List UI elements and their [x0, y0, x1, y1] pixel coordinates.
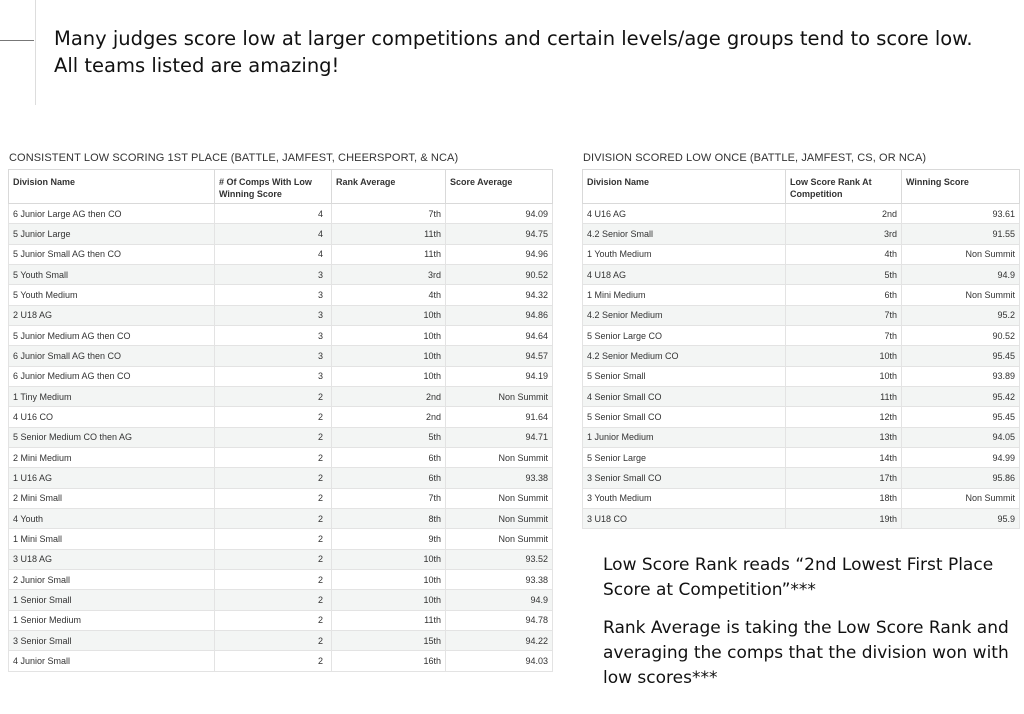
cell-rank-average: 15th: [332, 630, 446, 650]
cell-comps-count: 3: [215, 264, 332, 284]
cell-low-score-rank: 12th: [786, 407, 902, 427]
cell-low-score-rank: 13th: [786, 427, 902, 447]
cell-winning-score: 94.99: [902, 447, 1020, 467]
cell-division-name: 4 Senior Small CO: [583, 386, 786, 406]
cell-score-average: 94.32: [446, 285, 553, 305]
cell-comps-count: 4: [215, 204, 332, 224]
cell-division-name: 1 Senior Medium: [9, 610, 215, 630]
cell-division-name: 2 Mini Small: [9, 488, 215, 508]
table-row: [583, 346, 1020, 366]
cell-comps-count: 3: [215, 325, 332, 345]
cell-division-name: 5 Youth Small: [9, 264, 215, 284]
table-row: [9, 651, 553, 671]
table-row: [583, 264, 1020, 284]
cell-low-score-rank: 5th: [786, 264, 902, 284]
cell-division-name: 6 Junior Medium AG then CO: [9, 366, 215, 386]
cell-rank-average: 10th: [332, 325, 446, 345]
cell-division-name: 2 Mini Medium: [9, 447, 215, 467]
cell-winning-score: 93.61: [902, 204, 1020, 224]
cell-rank-average: 10th: [332, 346, 446, 366]
table-row: [9, 590, 553, 610]
table-row: [9, 569, 553, 589]
table-row: [583, 386, 1020, 406]
cell-score-average: 94.09: [446, 204, 553, 224]
table-row: [9, 244, 553, 264]
cell-winning-score: 95.86: [902, 468, 1020, 488]
cell-low-score-rank: 3rd: [786, 224, 902, 244]
cell-score-average: 94.71: [446, 427, 553, 447]
column-header-score-average: Score Average: [446, 170, 553, 204]
column-header-rank-average: Rank Average: [332, 170, 446, 204]
cell-comps-count: 2: [215, 630, 332, 650]
column-header-winning-score: Winning Score: [902, 170, 1020, 204]
cell-division-name: 5 Junior Small AG then CO: [9, 244, 215, 264]
cell-division-name: 5 Junior Medium AG then CO: [9, 325, 215, 345]
table-row: [583, 407, 1020, 427]
cell-winning-score: 95.2: [902, 305, 1020, 325]
cell-division-name: 1 Junior Medium: [583, 427, 786, 447]
cell-score-average: 93.52: [446, 549, 553, 569]
table-row: [583, 285, 1020, 305]
cell-comps-count: 2: [215, 447, 332, 467]
cell-comps-count: 3: [215, 285, 332, 305]
cell-division-name: 1 Mini Medium: [583, 285, 786, 305]
cell-comps-count: 4: [215, 224, 332, 244]
cell-rank-average: 6th: [332, 468, 446, 488]
cell-score-average: 94.03: [446, 651, 553, 671]
table-row: [9, 488, 553, 508]
table-row: [9, 386, 553, 406]
column-header-low-score-rank: Low Score Rank At Competition: [786, 170, 902, 204]
cell-division-name: 5 Junior Large: [9, 224, 215, 244]
table-row: [9, 224, 553, 244]
cell-winning-score: Non Summit: [902, 244, 1020, 264]
table-row: [9, 508, 553, 528]
table-row: [583, 204, 1020, 224]
cell-score-average: 94.96: [446, 244, 553, 264]
table-row: [583, 508, 1020, 528]
cell-division-name: 4.2 Senior Medium: [583, 305, 786, 325]
cell-rank-average: 2nd: [332, 407, 446, 427]
table-row: [9, 407, 553, 427]
table-row: [9, 285, 553, 305]
cell-division-name: 3 U18 AG: [9, 549, 215, 569]
table-row: [9, 366, 553, 386]
cell-division-name: 2 U18 AG: [9, 305, 215, 325]
cell-rank-average: 3rd: [332, 264, 446, 284]
cell-comps-count: 3: [215, 366, 332, 386]
cell-comps-count: 3: [215, 305, 332, 325]
cell-comps-count: 2: [215, 610, 332, 630]
cell-winning-score: 95.9: [902, 508, 1020, 528]
column-header-comps-count: # Of Comps With Low Winning Score: [215, 170, 332, 204]
cell-rank-average: 16th: [332, 651, 446, 671]
cell-score-average: Non Summit: [446, 488, 553, 508]
cell-score-average: 90.52: [446, 264, 553, 284]
cell-winning-score: 90.52: [902, 325, 1020, 345]
cell-division-name: 5 Senior Medium CO then AG: [9, 427, 215, 447]
cell-comps-count: 2: [215, 651, 332, 671]
cell-comps-count: 2: [215, 549, 332, 569]
cell-low-score-rank: 10th: [786, 346, 902, 366]
cell-division-name: 1 U16 AG: [9, 468, 215, 488]
cell-winning-score: 95.42: [902, 386, 1020, 406]
cell-score-average: 94.22: [446, 630, 553, 650]
cell-division-name: 4 Junior Small: [9, 651, 215, 671]
cell-rank-average: 8th: [332, 508, 446, 528]
cell-score-average: 94.64: [446, 325, 553, 345]
cell-rank-average: 11th: [332, 244, 446, 264]
cell-rank-average: 5th: [332, 427, 446, 447]
cell-winning-score: 93.89: [902, 366, 1020, 386]
table-row: [9, 346, 553, 366]
division-scored-low-once-table: [582, 169, 1020, 529]
column-header-division-name: Division Name: [9, 170, 215, 204]
cell-division-name: 4.2 Senior Medium CO: [583, 346, 786, 366]
table-row: [583, 224, 1020, 244]
table-row: [9, 427, 553, 447]
cell-comps-count: 2: [215, 386, 332, 406]
note-rank-average: Rank Average is taking the Low Score Rank and averaging the comps that the division won with low scores***: [603, 618, 1009, 688]
cell-rank-average: 10th: [332, 305, 446, 325]
cell-score-average: 94.86: [446, 305, 553, 325]
cell-division-name: 4 U18 AG: [583, 264, 786, 284]
consistent-low-scoring-table: [8, 169, 553, 672]
cell-winning-score: Non Summit: [902, 488, 1020, 508]
table-row: [9, 447, 553, 467]
table-row: [9, 204, 553, 224]
cell-division-name: 4 U16 AG: [583, 204, 786, 224]
table-row: [583, 488, 1020, 508]
cell-low-score-rank: 19th: [786, 508, 902, 528]
cell-winning-score: 94.9: [902, 264, 1020, 284]
cell-score-average: Non Summit: [446, 508, 553, 528]
cell-low-score-rank: 7th: [786, 305, 902, 325]
table-row: [9, 264, 553, 284]
cell-low-score-rank: 18th: [786, 488, 902, 508]
table-row: [583, 427, 1020, 447]
cell-division-name: 3 Senior Small CO: [583, 468, 786, 488]
cell-division-name: 3 Senior Small: [9, 630, 215, 650]
cell-rank-average: 11th: [332, 224, 446, 244]
cell-division-name: 4.2 Senior Small: [583, 224, 786, 244]
cell-winning-score: Non Summit: [902, 285, 1020, 305]
cell-division-name: 4 Youth: [9, 508, 215, 528]
cell-winning-score: 95.45: [902, 346, 1020, 366]
cell-rank-average: 10th: [332, 549, 446, 569]
cell-winning-score: 95.45: [902, 407, 1020, 427]
cell-low-score-rank: 17th: [786, 468, 902, 488]
cell-comps-count: 2: [215, 529, 332, 549]
cell-division-name: 1 Youth Medium: [583, 244, 786, 264]
table-row: [583, 325, 1020, 345]
cell-score-average: 94.78: [446, 610, 553, 630]
table-row: [9, 468, 553, 488]
cell-comps-count: 2: [215, 468, 332, 488]
cell-comps-count: 2: [215, 488, 332, 508]
left-table-title: CONSISTENT LOW SCORING 1ST PLACE (BATTLE, JAMFEST, CHEERSPORT, & NCA): [9, 152, 459, 164]
table-header-row: [9, 170, 553, 204]
cell-division-name: 2 Junior Small: [9, 569, 215, 589]
cell-rank-average: 7th: [332, 204, 446, 224]
cell-low-score-rank: 10th: [786, 366, 902, 386]
table-row: [9, 549, 553, 569]
cell-division-name: 5 Senior Large CO: [583, 325, 786, 345]
cell-low-score-rank: 4th: [786, 244, 902, 264]
cell-division-name: 1 Tiny Medium: [9, 386, 215, 406]
note-low-score-rank: Low Score Rank reads “2nd Lowest First Place Score at Competition”***: [603, 555, 994, 600]
cell-low-score-rank: 14th: [786, 447, 902, 467]
cell-rank-average: 2nd: [332, 386, 446, 406]
headline: [54, 25, 973, 79]
cell-rank-average: 9th: [332, 529, 446, 549]
decorative-rule: [0, 40, 34, 41]
headline-line-2: All teams listed are amazing!: [54, 54, 340, 77]
cell-rank-average: 11th: [332, 610, 446, 630]
cell-division-name: 5 Youth Medium: [9, 285, 215, 305]
cell-winning-score: 94.05: [902, 427, 1020, 447]
table-row: [9, 630, 553, 650]
table-row: [583, 305, 1020, 325]
cell-division-name: 5 Senior Small CO: [583, 407, 786, 427]
cell-division-name: 1 Senior Small: [9, 590, 215, 610]
table-row: [9, 325, 553, 345]
cell-comps-count: 2: [215, 590, 332, 610]
cell-low-score-rank: 6th: [786, 285, 902, 305]
column-header-division-name: Division Name: [583, 170, 786, 204]
decorative-divider: [35, 0, 36, 105]
cell-rank-average: 10th: [332, 366, 446, 386]
cell-division-name: 4 U16 CO: [9, 407, 215, 427]
cell-score-average: Non Summit: [446, 386, 553, 406]
cell-rank-average: 6th: [332, 447, 446, 467]
right-table-title: DIVISION SCORED LOW ONCE (BATTLE, JAMFEST, CS, OR NCA): [583, 152, 927, 164]
table-row: [583, 468, 1020, 488]
cell-rank-average: 10th: [332, 590, 446, 610]
cell-comps-count: 2: [215, 427, 332, 447]
headline-line-1: Many judges score low at larger competitions and certain levels/age groups tend to score low.: [54, 27, 973, 50]
cell-division-name: 6 Junior Small AG then CO: [9, 346, 215, 366]
table-row: [583, 447, 1020, 467]
cell-division-name: 3 Youth Medium: [583, 488, 786, 508]
cell-score-average: 94.19: [446, 366, 553, 386]
cell-comps-count: 2: [215, 569, 332, 589]
cell-rank-average: 7th: [332, 488, 446, 508]
cell-low-score-rank: 11th: [786, 386, 902, 406]
table-row: [9, 610, 553, 630]
table-row: [9, 305, 553, 325]
cell-score-average: 93.38: [446, 468, 553, 488]
cell-score-average: 91.64: [446, 407, 553, 427]
cell-division-name: 6 Junior Large AG then CO: [9, 204, 215, 224]
cell-score-average: 93.38: [446, 569, 553, 589]
cell-low-score-rank: 7th: [786, 325, 902, 345]
cell-rank-average: 10th: [332, 569, 446, 589]
cell-division-name: 3 U18 CO: [583, 508, 786, 528]
cell-division-name: 5 Senior Small: [583, 366, 786, 386]
cell-winning-score: 91.55: [902, 224, 1020, 244]
notes: [603, 553, 1013, 704]
cell-score-average: 94.75: [446, 224, 553, 244]
cell-score-average: 94.9: [446, 590, 553, 610]
cell-low-score-rank: 2nd: [786, 204, 902, 224]
cell-score-average: Non Summit: [446, 447, 553, 467]
table-row: [583, 244, 1020, 264]
table-row: [583, 366, 1020, 386]
cell-comps-count: 4: [215, 244, 332, 264]
table-header-row: [583, 170, 1020, 204]
cell-comps-count: 3: [215, 346, 332, 366]
cell-score-average: Non Summit: [446, 529, 553, 549]
cell-division-name: 5 Senior Large: [583, 447, 786, 467]
cell-rank-average: 4th: [332, 285, 446, 305]
cell-comps-count: 2: [215, 407, 332, 427]
cell-comps-count: 2: [215, 508, 332, 528]
cell-division-name: 1 Mini Small: [9, 529, 215, 549]
table-row: [9, 529, 553, 549]
cell-score-average: 94.57: [446, 346, 553, 366]
